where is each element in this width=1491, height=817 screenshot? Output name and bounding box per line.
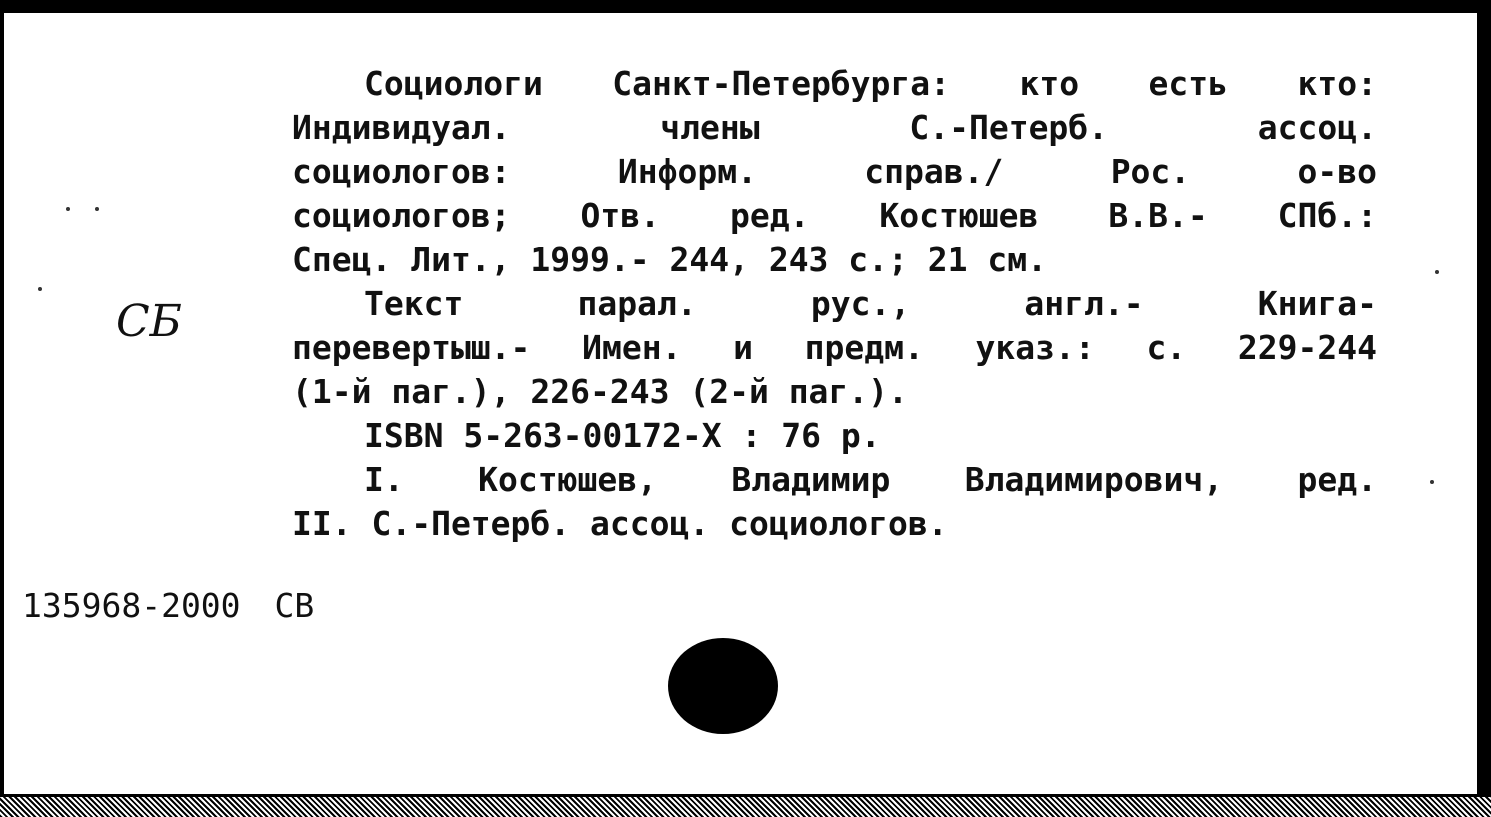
scan-speck — [38, 287, 42, 291]
word: Имен. — [582, 328, 682, 367]
scan-border-bottom — [0, 797, 1491, 817]
scan-border-right — [1477, 0, 1491, 817]
word: 229-244 — [1237, 328, 1377, 367]
scan-speck — [95, 207, 99, 211]
word: перевертыш.- — [292, 328, 531, 367]
word: Отв. — [580, 196, 660, 235]
word: Владимир — [731, 460, 891, 499]
word: Санкт-Петербурга: — [612, 64, 951, 103]
title-line-4 — [292, 194, 1377, 238]
word: предм. — [804, 328, 924, 367]
word: ред. — [1297, 460, 1377, 499]
word: С.-Петерб. — [909, 108, 1109, 147]
word: Костюшев, — [478, 460, 657, 499]
word: Рос. — [1110, 152, 1191, 191]
isbn-line: ISBN 5-263-00172-X : 76 р. — [364, 416, 881, 455]
title-line-3 — [292, 150, 1377, 194]
scan-border-left — [0, 0, 4, 817]
scan-border-top — [0, 0, 1491, 13]
note-line-1 — [292, 282, 1377, 326]
word: о-во — [1297, 152, 1377, 191]
word: СПб.: — [1277, 196, 1377, 235]
title-line-2 — [292, 106, 1377, 150]
word: кто — [1019, 64, 1080, 103]
word: с. — [1146, 328, 1187, 367]
scan-speck — [66, 207, 70, 211]
word: Информ. — [617, 152, 757, 191]
word: Текст — [364, 284, 464, 323]
word: кто: — [1297, 64, 1377, 103]
word: Книга- — [1257, 284, 1377, 323]
word: социологов; — [292, 196, 511, 235]
word: I. — [364, 460, 404, 499]
word: В.В.- — [1108, 196, 1208, 235]
note-line-2 — [292, 326, 1377, 370]
inventory-number-value: 135968-2000 — [22, 586, 241, 625]
title-line-1 — [292, 62, 1377, 106]
scan-speck — [1435, 270, 1439, 274]
bibliographic-record — [292, 62, 1377, 546]
word: социологов: — [292, 152, 511, 191]
word: справ./ — [864, 152, 1004, 191]
word: Социологи — [364, 64, 543, 103]
note-line-3: (1-й паг.), 226-243 (2-й паг.). — [292, 372, 908, 411]
punch-hole — [668, 638, 778, 734]
word: указ.: — [975, 328, 1095, 367]
word: члены — [660, 108, 760, 147]
tracing-line-1 — [292, 458, 1377, 502]
word: Костюшев — [879, 196, 1039, 235]
word: ассоц. — [1257, 108, 1377, 147]
scan-speck — [1430, 480, 1434, 484]
word: рус., — [810, 284, 911, 323]
word: Индивидуал. — [292, 108, 511, 147]
inventory-number — [22, 586, 314, 625]
word: ред. — [729, 196, 810, 235]
shelf-mark: СБ — [116, 296, 182, 347]
word: парал. — [577, 284, 697, 323]
word: и — [733, 328, 753, 367]
tracing-line-2: II. С.-Петерб. ассоц. социологов. — [292, 504, 948, 543]
word: есть — [1148, 64, 1229, 103]
publication-line: Спец. Лит., 1999.- 244, 243 с.; 21 см. — [292, 240, 1047, 279]
inventory-code: СВ — [274, 586, 315, 625]
word: англ.- — [1024, 284, 1144, 323]
word: Владимирович, — [964, 460, 1224, 499]
